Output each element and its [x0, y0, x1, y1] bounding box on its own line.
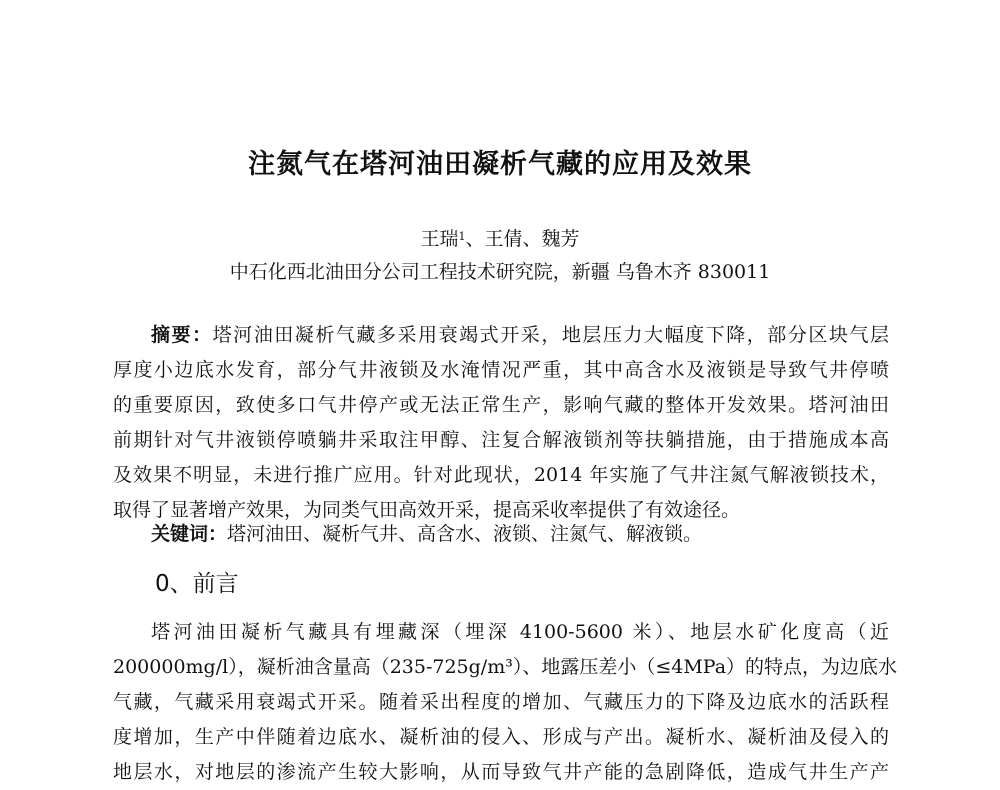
affiliation-line: 中石化西北油田分公司工程技术研究院，新疆 乌鲁木齐 830011 — [229, 261, 771, 283]
section-heading: 0、前言 — [155, 571, 239, 597]
author-first: 王瑞 — [420, 228, 459, 250]
abstract-paragraph — [113, 318, 889, 528]
abstract-line: 厚度小边底水发育，部分气井液锁及水淹情况严重，其中高含水及液锁是导致气井停喷 — [113, 359, 889, 381]
body-line: 塔河油田凝析气藏具有埋藏深（埋深 4100-5600 米）、地层水矿化度高（近 — [151, 621, 889, 643]
paper-title: 注氮气在塔河油田凝析气藏的应用及效果 — [248, 149, 752, 180]
abstract-line — [113, 318, 889, 353]
author-affiliation-mark: 1 — [458, 230, 466, 243]
abstract-label: 摘要： — [151, 324, 213, 346]
body-line: 200000mg/l），凝析油含量高（235-725g/m³）、地露压差小（≤4MPa）的特点，为边底水 — [113, 656, 898, 678]
abstract-line: 取得了显著增产效果，为同类气田高效开采，提高采收率提供了有效途径。 — [113, 499, 741, 521]
author-line — [0, 226, 1000, 252]
keywords-text: 塔河油田、凝析气井、高含水、液锁、注氮气、解液锁。 — [227, 523, 703, 545]
author-rest: 、王倩、魏芳 — [465, 228, 580, 250]
keywords-paragraph — [113, 517, 889, 552]
body-line: 气藏，气藏采用衰竭式开采。随着采出程度的增加、气藏压力的下降及边底水的活跃程 — [113, 691, 889, 713]
abstract-line-text: 塔河油田凝析气藏多采用衰竭式开采，地层压力大幅度下降，部分区块气层 — [212, 324, 889, 346]
abstract-line: 的重要原因，致使多口气井停产或无法正常生产，影响气藏的整体开发效果。塔河油田 — [113, 394, 889, 416]
keywords-label: 关键词： — [151, 523, 228, 545]
abstract-line: 及效果不明显，未进行推广应用。针对此现状，2014 年实施了气井注氮气解液锁技术， — [113, 464, 889, 486]
keywords-line — [113, 517, 889, 552]
body-line: 度增加，生产中伴随着边底水、凝析油的侵入、形成与产出。凝析水、凝析油及侵入的 — [113, 726, 889, 748]
body-paragraph — [113, 615, 898, 790]
abstract-line: 前期针对气井液锁停喷躺井采取注甲醇、注复合解液锁剂等扶躺措施，由于措施成本高 — [113, 429, 889, 451]
body-line: 地层水，对地层的渗流产生较大影响，从而导致气井产能的急剧降低，造成气井生产产 — [113, 761, 889, 783]
